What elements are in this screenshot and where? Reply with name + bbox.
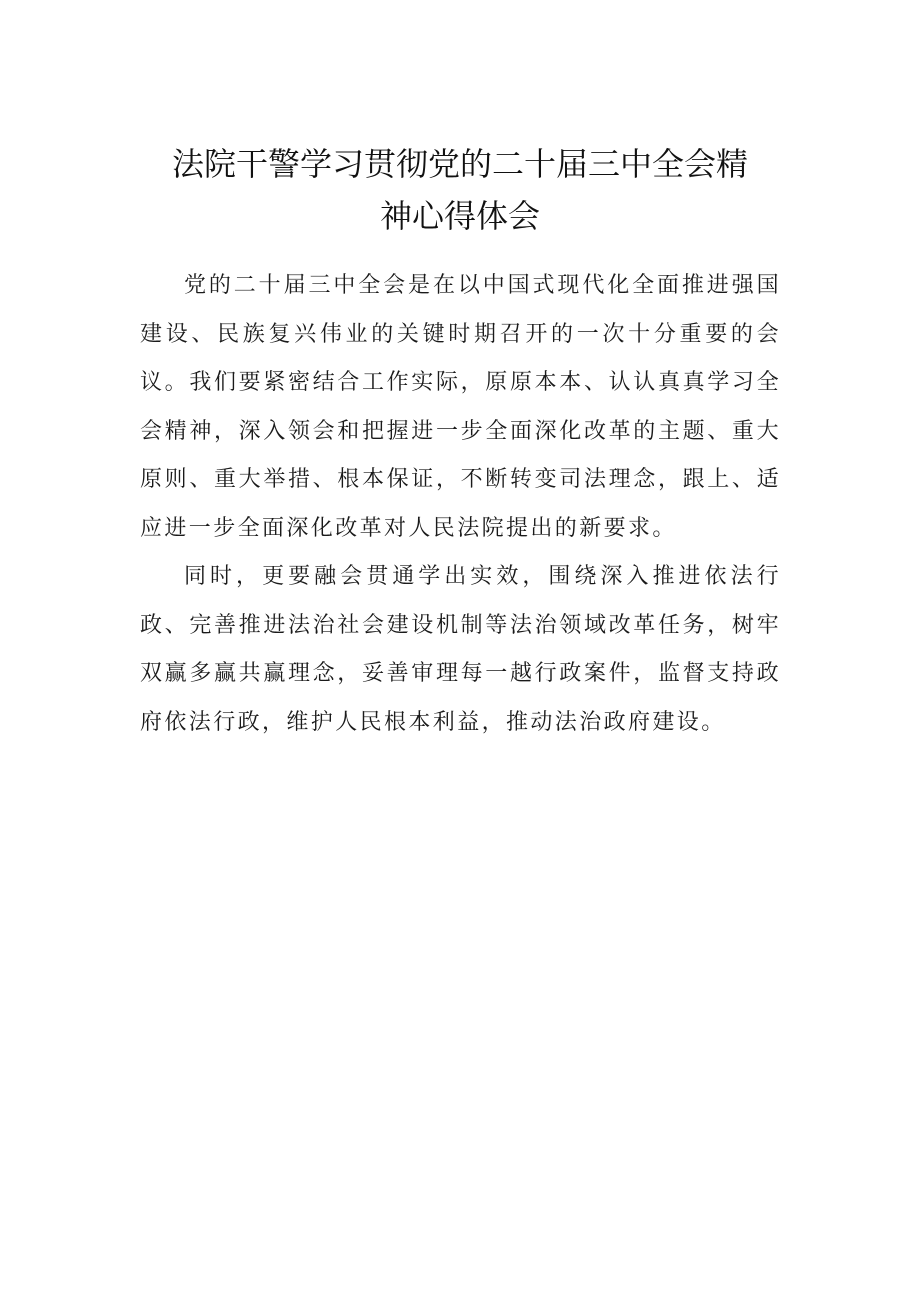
title-line-2: 神心得体会 [379,197,540,235]
title-line-1: 法院干警学习贯彻党的二十届三中全会精 [171,145,748,183]
paragraph-1: 党的二十届三中全会是在以中国式现代化全面推进强国建设、民族复兴伟业的关键时期召开的一次十分重要的会议。我们要紧密结合工作实际，原原本本、认认真真学习全会精神，深入领会和把握进一步全面深化改革的主题、重大原则、重大举措、根本保证，不断转变司法理念，跟上、适应进一步全面深化改革对人民法院提出的新要求。 [140,273,781,541]
paragraph-2: 同时，更要融会贯通学出实效，围绕深入推进依法行政、完善推进法治社会建设机制等法治领域改革任务，树牢双赢多赢共赢理念，妥善审理每一越行政案件，监督支持政府依法行政，维护人民根本利益，推动法治政府建设。 [140,564,781,735]
document-title [140,138,780,242]
document-body [140,262,781,747]
